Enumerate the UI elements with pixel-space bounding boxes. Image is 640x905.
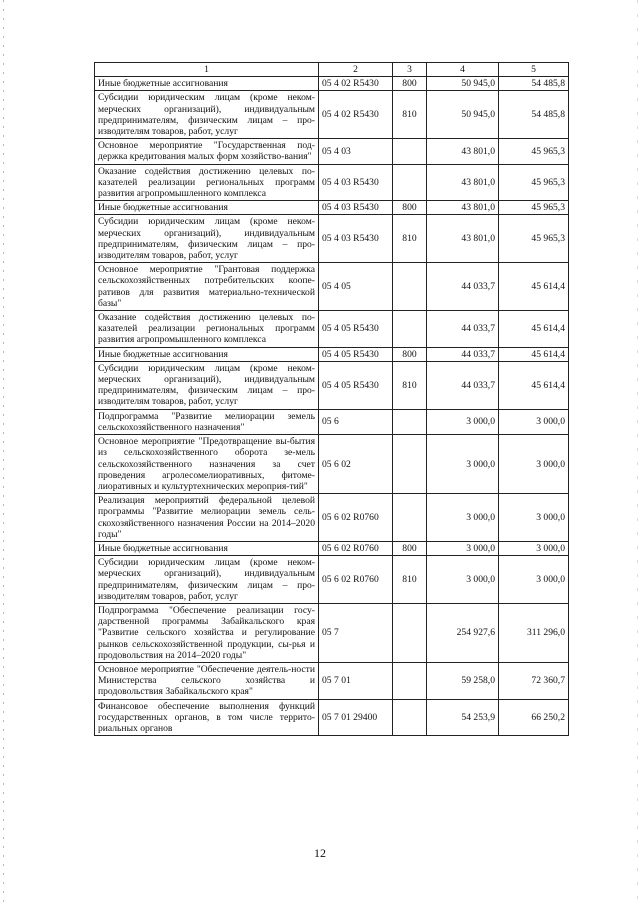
cell-value-2: 3 000,0 [499,556,569,604]
table-row [95,409,569,434]
cell-value-2: 45 965,3 [499,139,569,164]
cell-value-1: 3 000,0 [427,494,499,542]
cell-name: Субсидии юридическим лицам (кроме неком-мерческих организаций), индивидуальным предпринимателям, физическим лицам – про-изводителям товаров, работ, услуг [95,556,319,604]
cell-value-2: 45 965,3 [499,164,569,201]
cell-value-1: 44 033,7 [427,347,499,361]
cell-name: Иные бюджетные ассигнования [95,347,319,361]
column-header-value-2: 5 [499,63,569,77]
cell-value-2: 3 000,0 [499,409,569,434]
budget-table [94,62,569,736]
cell-kind [393,263,427,311]
cell-kind: 810 [393,361,427,409]
cell-kind: 800 [393,347,427,361]
table-row [95,662,569,699]
cell-value-1: 50 945,0 [427,77,499,91]
cell-kind [393,435,427,494]
cell-value-1: 44 033,7 [427,361,499,409]
cell-value-2: 45 614,4 [499,361,569,409]
cell-code: 05 6 02 R0760 [319,541,393,555]
cell-value-1: 254 927,6 [427,603,499,662]
cell-name: Основное мероприятие "Государственная под-держка кредитования малых форм хозяйство-вания" [95,139,319,164]
table-row [95,347,569,361]
cell-name: Иные бюджетные ассигнования [95,77,319,91]
cell-value-2: 45 965,3 [499,215,569,263]
cell-value-2: 3 000,0 [499,435,569,494]
cell-value-2: 45 614,4 [499,347,569,361]
cell-value-2: 45 965,3 [499,201,569,215]
cell-value-1: 43 801,0 [427,215,499,263]
cell-value-2: 3 000,0 [499,541,569,555]
cell-value-1: 54 253,9 [427,699,499,736]
table-row [95,77,569,91]
cell-name: Подпрограмма "Обеспечение реализации госу-дарственной программы Забайкальского края "Развитие сельского хозяйства и регулирование рынков сельскохозяйственной продукции, сы-рья и продовольствия на 2014–2020 годы" [95,603,319,662]
cell-value-1: 43 801,0 [427,164,499,201]
cell-code: 05 4 02 R5430 [319,77,393,91]
cell-name: Иные бюджетные ассигнования [95,201,319,215]
cell-value-1: 43 801,0 [427,139,499,164]
cell-value-2: 45 614,4 [499,263,569,311]
table-row [95,494,569,542]
page-number: 12 [314,846,326,860]
table-row [95,215,569,263]
column-header-value-1: 4 [427,63,499,77]
cell-value-1: 44 033,7 [427,311,499,348]
table-row [95,541,569,555]
cell-code: 05 4 05 R5430 [319,311,393,348]
cell-kind: 800 [393,201,427,215]
table-header-row [95,63,569,77]
cell-name: Подпрограмма "Развитие мелиорации земель сельскохозяйственного назначения" [95,409,319,434]
cell-name: Основное мероприятие "Обеспечение деятель-ности Министерства сельского хозяйства и продовольствия Забайкальского края" [95,662,319,699]
cell-code: 05 4 03 R5430 [319,164,393,201]
cell-kind [393,139,427,164]
cell-name: Реализация мероприятий федеральной целевой программы "Развитие мелиорации земель сель-скохозяйственного назначения России на 2014–2020 годы" [95,494,319,542]
cell-code: 05 4 05 R5430 [319,347,393,361]
cell-name: Иные бюджетные ассигнования [95,541,319,555]
cell-value-1: 3 000,0 [427,541,499,555]
cell-code: 05 7 01 29400 [319,699,393,736]
cell-value-2: 3 000,0 [499,494,569,542]
cell-code: 05 4 05 [319,263,393,311]
cell-kind: 810 [393,215,427,263]
cell-value-2: 72 360,7 [499,662,569,699]
cell-kind: 810 [393,556,427,604]
column-header-kind: 3 [393,63,427,77]
cell-kind [393,164,427,201]
table-row [95,435,569,494]
cell-code: 05 7 [319,603,393,662]
cell-value-1: 50 945,0 [427,91,499,139]
table-row [95,164,569,201]
cell-value-1: 3 000,0 [427,435,499,494]
cell-value-1: 43 801,0 [427,201,499,215]
cell-kind: 800 [393,541,427,555]
table-row [95,311,569,348]
scan-edge-left [3,0,4,905]
cell-name: Субсидии юридическим лицам (кроме неком-мерческих организаций), индивидуальным предпринимателям, физическим лицам – про-изводителям товаров, работ, услуг [95,361,319,409]
table-row [95,699,569,736]
scan-edge-right [637,0,638,905]
cell-code: 05 4 05 R5430 [319,361,393,409]
cell-name: Субсидии юридическим лицам (кроме неком-мерческих организаций), индивидуальным предпринимателям, физическим лицам – про-изводителям товаров, работ, услуг [95,91,319,139]
cell-code: 05 4 03 [319,139,393,164]
cell-value-1: 59 258,0 [427,662,499,699]
cell-kind [393,409,427,434]
cell-value-2: 311 296,0 [499,603,569,662]
cell-kind [393,662,427,699]
cell-code: 05 4 03 R5430 [319,201,393,215]
table-row [95,556,569,604]
column-header-code: 2 [319,63,393,77]
cell-name: Финансовое обеспечение выполнения функций государственных органов, в том числе террито-риальных органов [95,699,319,736]
cell-code: 05 7 01 [319,662,393,699]
cell-name: Основное мероприятие "Предотвращение вы-бытия из сельскохозяйственного оборота зе-мель сельскохозяйственного назначения за счет проведения агролесомелиоративных, фитоме-лиоративных и культуртехнических мероприя-тий" [95,435,319,494]
cell-value-2: 54 485,8 [499,91,569,139]
cell-code: 05 4 03 R5430 [319,215,393,263]
cell-kind [393,311,427,348]
column-header-name: 1 [95,63,319,77]
cell-value-1: 3 000,0 [427,556,499,604]
table-body [95,77,569,736]
table-row [95,361,569,409]
cell-kind: 810 [393,91,427,139]
cell-name: Основное мероприятие "Грантовая поддержка сельскохозяйственных потребительских коопе-ративов для развития материально-технической базы" [95,263,319,311]
cell-name: Оказание содействия достижению целевых по-казателей реализации региональных программ развития агропромышленного комплекса [95,311,319,348]
table-row [95,603,569,662]
cell-value-1: 3 000,0 [427,409,499,434]
cell-code: 05 4 02 R5430 [319,91,393,139]
cell-value-1: 44 033,7 [427,263,499,311]
cell-value-2: 66 250,2 [499,699,569,736]
cell-kind [393,494,427,542]
cell-code: 05 6 02 [319,435,393,494]
cell-code: 05 6 02 R0760 [319,556,393,604]
cell-value-2: 54 485,8 [499,77,569,91]
table-row [95,139,569,164]
cell-code: 05 6 02 R0760 [319,494,393,542]
cell-code: 05 6 [319,409,393,434]
table-row [95,201,569,215]
cell-name: Оказание содействия достижению целевых по-казателей реализации региональных программ развития агропромышленного комплекса [95,164,319,201]
cell-kind [393,603,427,662]
cell-name: Субсидии юридическим лицам (кроме неком-мерческих организаций), индивидуальным предпринимателям, физическим лицам – про-изводителям товаров, работ, услуг [95,215,319,263]
cell-kind: 800 [393,77,427,91]
table-row [95,263,569,311]
table-row [95,91,569,139]
cell-value-2: 45 614,4 [499,311,569,348]
cell-kind [393,699,427,736]
